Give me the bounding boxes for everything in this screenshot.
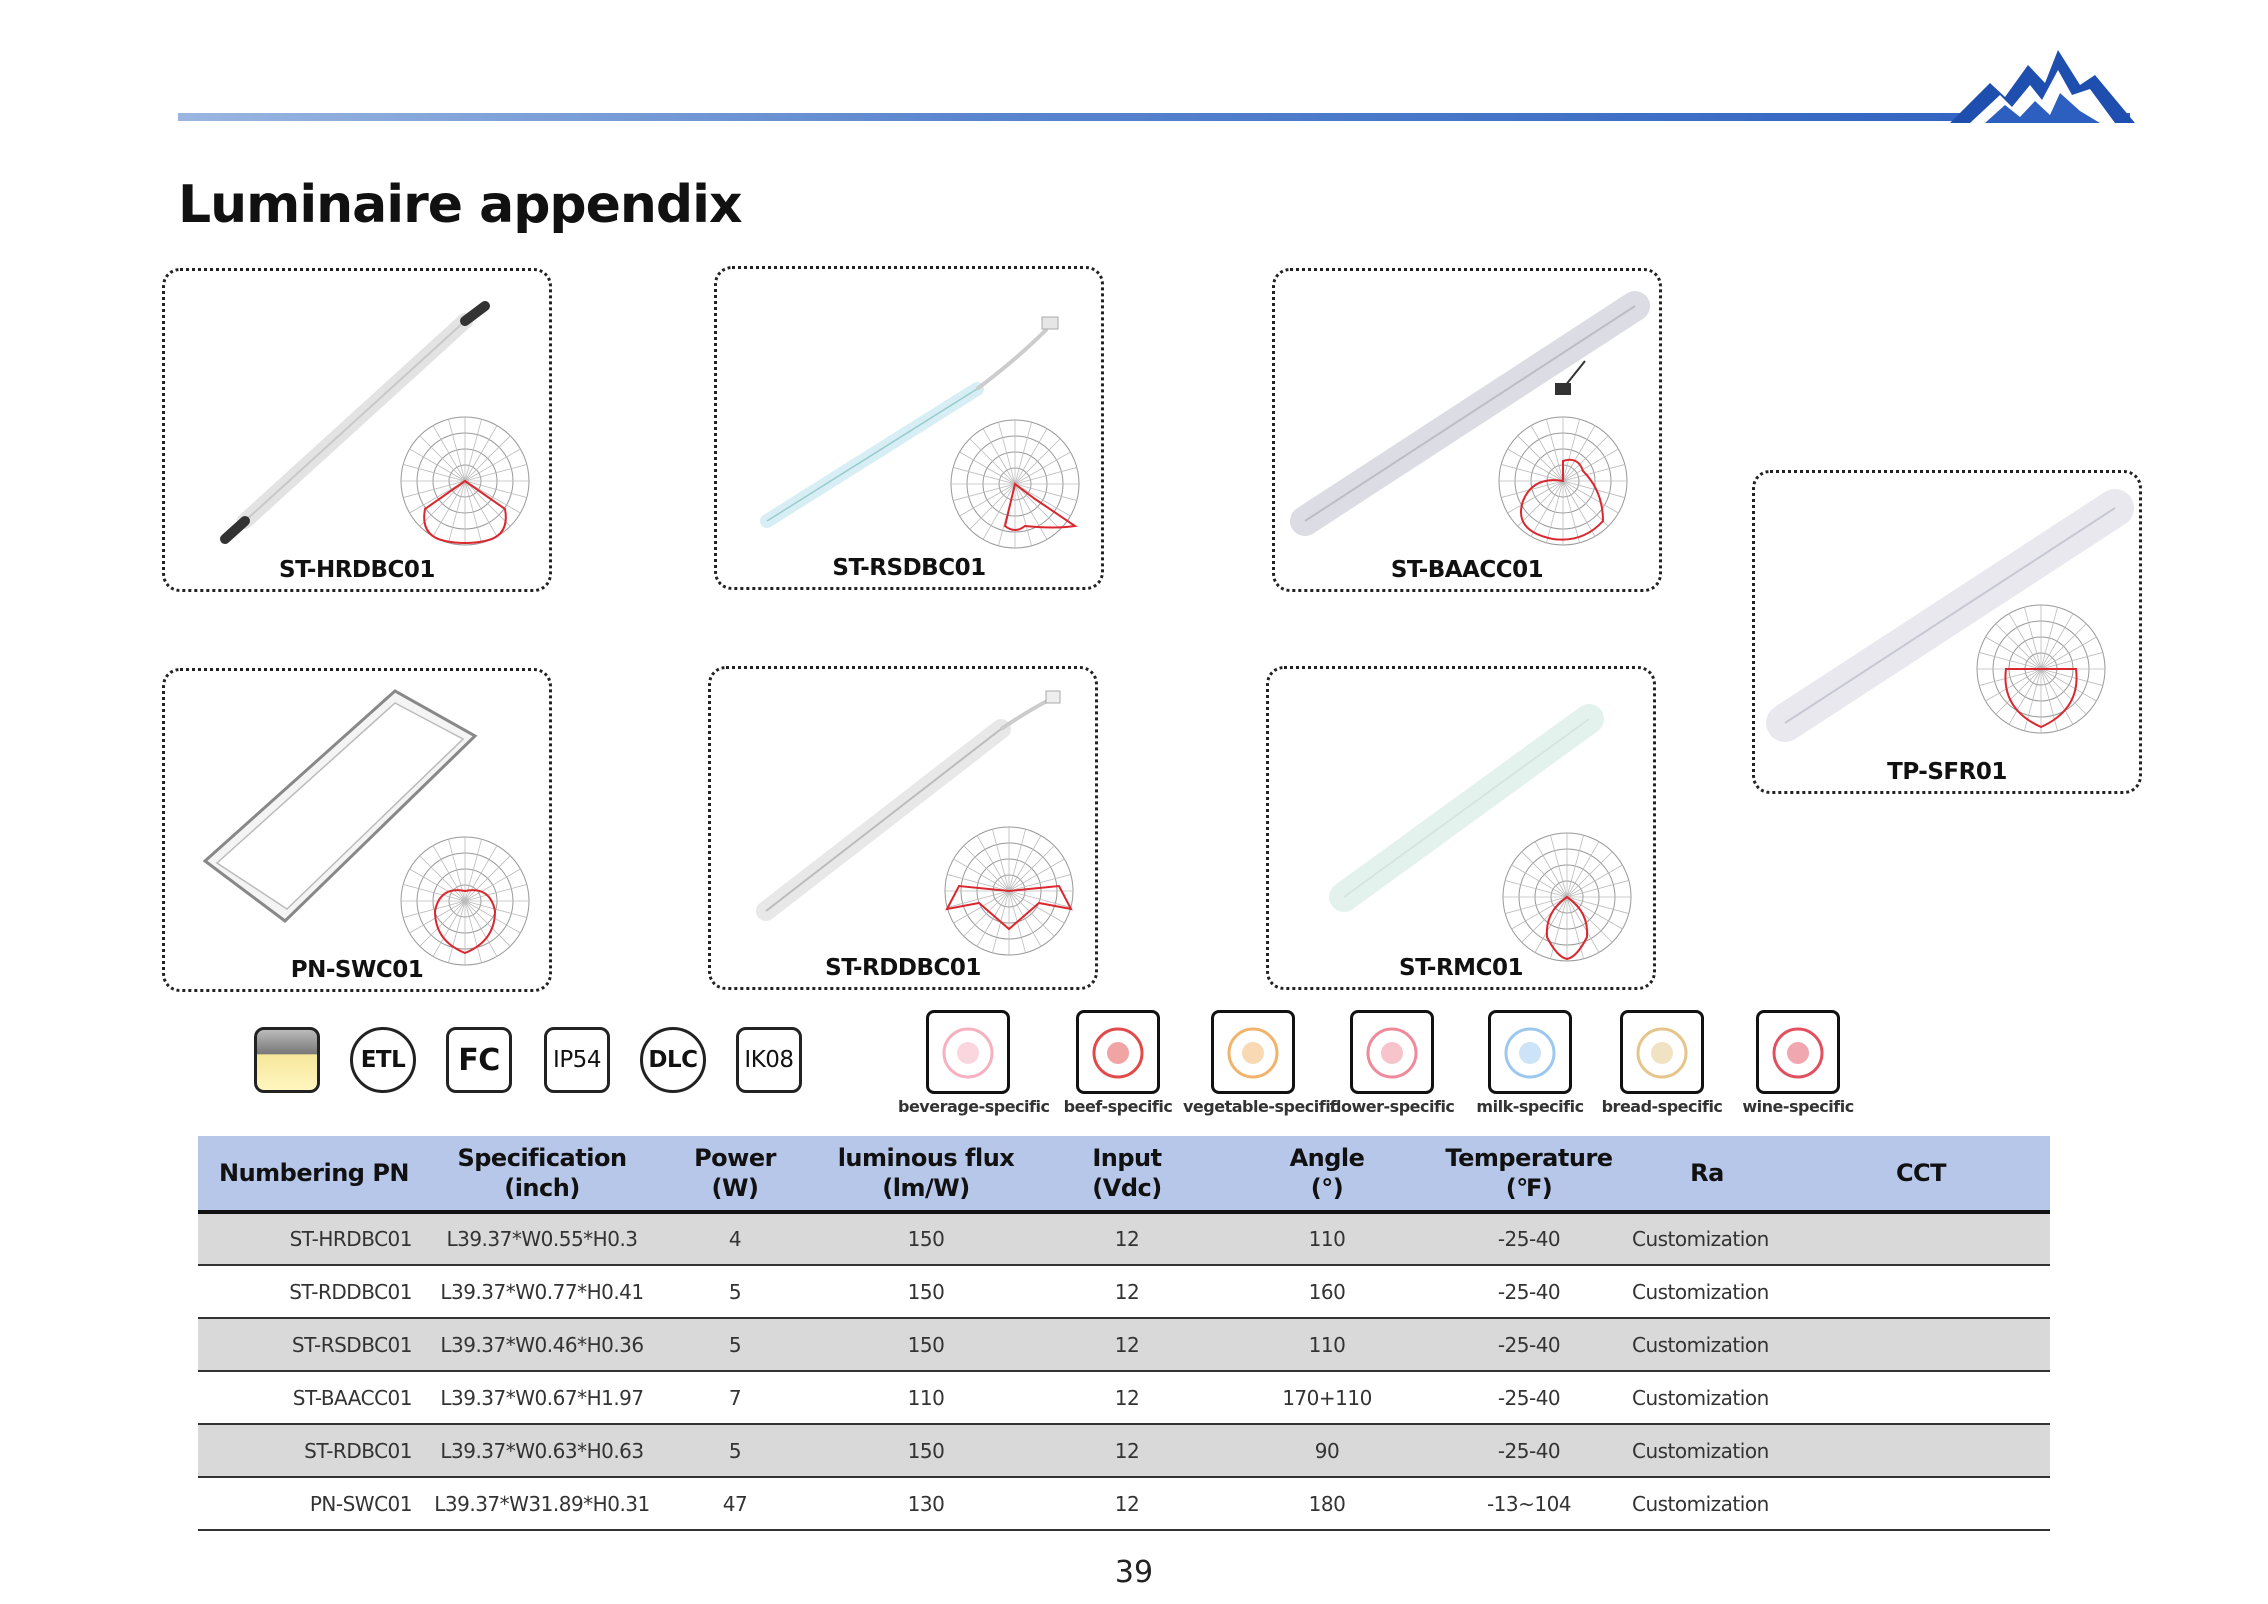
cell-spec: L39.37*W0.77*H0.41 — [430, 1265, 654, 1318]
beef-icon — [1076, 1010, 1160, 1094]
column-header-title: Power — [694, 1144, 776, 1172]
cell-power: 5 — [654, 1318, 816, 1371]
product-card — [1272, 268, 1662, 592]
cell-angle: 180 — [1218, 1477, 1436, 1530]
product-illustration — [711, 669, 1095, 987]
application-label: beef-specific — [1063, 1097, 1173, 1116]
beverage-icon — [926, 1010, 1010, 1094]
cell-temp: -25-40 — [1436, 1371, 1622, 1424]
ip54-badge — [544, 1027, 610, 1093]
application-label: wine-specific — [1742, 1097, 1854, 1116]
cell-pn: ST-RDDBC01 — [198, 1265, 430, 1318]
cell-temp: -25-40 — [1436, 1212, 1622, 1265]
cell-input: 12 — [1036, 1371, 1218, 1424]
cell-temp: -25-40 — [1436, 1424, 1622, 1477]
wine-icon — [1756, 1010, 1840, 1094]
etl-icon — [350, 1027, 416, 1093]
mountain-logo-icon — [1950, 45, 2135, 125]
table-row — [198, 1424, 2050, 1477]
cell-ra-cct: Customization — [1622, 1424, 2050, 1477]
cell-temp: -25-40 — [1436, 1265, 1622, 1318]
column-header — [654, 1136, 816, 1212]
column-header — [1436, 1136, 1622, 1212]
cell-angle: 110 — [1218, 1212, 1436, 1265]
cell-flux: 150 — [816, 1265, 1036, 1318]
product-illustration — [1269, 669, 1653, 987]
header-rule — [178, 113, 2130, 121]
column-header — [198, 1136, 430, 1212]
column-header-unit: (Vdc) — [1092, 1174, 1162, 1202]
product-card — [162, 668, 552, 992]
cell-angle: 170+110 — [1218, 1371, 1436, 1424]
product-card — [1752, 470, 2142, 794]
product-name: ST-BAACC01 — [1390, 557, 1544, 583]
column-header-title: Angle — [1289, 1144, 1365, 1172]
polar-diagram — [401, 417, 529, 545]
column-header-unit: (inch) — [504, 1174, 580, 1202]
spec-table — [198, 1136, 2050, 1531]
column-header-title: luminous flux — [837, 1144, 1015, 1172]
column-header-title: Ra — [1690, 1159, 1724, 1187]
column-header — [816, 1136, 1036, 1212]
cell-pn: PN-SWC01 — [198, 1477, 430, 1530]
vegetable-icon — [1211, 1010, 1295, 1094]
cell-input: 12 — [1036, 1212, 1218, 1265]
page-title: Luminaire appendix — [178, 175, 742, 235]
polar-diagram — [1499, 417, 1627, 545]
bread-icon — [1620, 1010, 1704, 1094]
cell-input: 12 — [1036, 1477, 1218, 1530]
application-item — [1183, 1010, 1340, 1116]
product-image — [1785, 508, 2115, 723]
cell-pn: ST-BAACC01 — [198, 1371, 430, 1424]
cell-flux: 150 — [816, 1424, 1036, 1477]
product-name: ST-RDDBC01 — [825, 955, 981, 981]
table-row — [198, 1477, 2050, 1530]
cell-ra-cct: Customization — [1622, 1318, 2050, 1371]
cell-pn: ST-RDBC01 — [198, 1424, 430, 1477]
product-name: ST-HRDBC01 — [279, 557, 435, 583]
fc-icon — [446, 1027, 512, 1093]
product-image — [766, 691, 1060, 911]
product-name: TP-SFR01 — [1887, 759, 2007, 785]
column-header-unit: (lm/W) — [882, 1174, 970, 1202]
cell-input: 12 — [1036, 1265, 1218, 1318]
product-card — [714, 266, 1104, 590]
product-card — [162, 268, 552, 592]
cell-pn: ST-RSDBC01 — [198, 1318, 430, 1371]
column-header-title: CCT — [1895, 1159, 1947, 1187]
cell-power: 47 — [654, 1477, 816, 1530]
cell-ra-cct: Customization — [1622, 1212, 2050, 1265]
dlc-icon — [640, 1027, 706, 1093]
product-image — [225, 306, 485, 539]
column-header-title: Numbering PN — [219, 1159, 409, 1187]
cell-angle: 160 — [1218, 1265, 1436, 1318]
column-header-unit: (℉) — [1505, 1174, 1553, 1202]
polar-diagram — [945, 827, 1073, 955]
application-item — [1048, 1010, 1188, 1116]
product-image — [1344, 719, 1589, 897]
product-name: PN-SWC01 — [290, 957, 424, 983]
cell-spec: L39.37*W0.63*H0.63 — [430, 1424, 654, 1477]
column-header — [1218, 1136, 1436, 1212]
column-header — [1036, 1136, 1218, 1212]
application-label: beverage-specific — [898, 1097, 1050, 1116]
table-row — [198, 1212, 2050, 1265]
table-row — [198, 1318, 2050, 1371]
application-label: vegetable-specific — [1183, 1097, 1340, 1116]
product-card — [708, 666, 1098, 990]
application-item — [1322, 1010, 1462, 1116]
product-image — [205, 691, 475, 921]
application-label: bread-specific — [1601, 1097, 1723, 1116]
product-illustration — [165, 271, 549, 589]
dlc-icon-text: DLC — [648, 1047, 698, 1073]
column-header-title: Temperature — [1445, 1144, 1613, 1172]
lighting-icon — [254, 1027, 320, 1093]
cell-spec: L39.37*W0.46*H0.36 — [430, 1318, 654, 1371]
application-item — [898, 1010, 1050, 1116]
polar-diagram — [951, 420, 1079, 548]
column-header-title: Input — [1092, 1144, 1162, 1172]
column-header — [1792, 1136, 2050, 1212]
product-illustration — [717, 269, 1101, 587]
column-header — [1622, 1136, 1792, 1212]
cell-ra-cct: Customization — [1622, 1265, 2050, 1318]
cell-spec: L39.37*W0.55*H0.3 — [430, 1212, 654, 1265]
etl-icon-text: ETL — [360, 1047, 406, 1073]
cell-power: 5 — [654, 1265, 816, 1318]
fc-icon-text: FC — [458, 1042, 500, 1078]
ik08-badge — [736, 1027, 802, 1093]
product-image — [1305, 306, 1635, 521]
application-label: flower-specific — [1329, 1097, 1455, 1116]
application-item — [1460, 1010, 1600, 1116]
column-header — [430, 1136, 654, 1212]
cell-angle: 90 — [1218, 1424, 1436, 1477]
cell-input: 12 — [1036, 1424, 1218, 1477]
cell-flux: 150 — [816, 1318, 1036, 1371]
page-number: 39 — [1114, 1555, 1154, 1590]
table-row — [198, 1371, 2050, 1424]
polar-diagram — [1977, 605, 2105, 733]
cell-temp: -13~104 — [1436, 1477, 1622, 1530]
flower-icon — [1350, 1010, 1434, 1094]
product-illustration — [1755, 473, 2139, 791]
product-illustration — [165, 671, 549, 989]
product-name: ST-RSDBC01 — [832, 555, 986, 581]
column-header-unit: (W) — [711, 1174, 759, 1202]
cell-temp: -25-40 — [1436, 1318, 1622, 1371]
application-item — [1592, 1010, 1732, 1116]
product-card — [1266, 666, 1656, 990]
cell-input: 12 — [1036, 1318, 1218, 1371]
cell-power: 4 — [654, 1212, 816, 1265]
cell-spec: L39.37*W0.67*H1.97 — [430, 1371, 654, 1424]
table-row — [198, 1265, 2050, 1318]
cell-ra-cct: Customization — [1622, 1477, 2050, 1530]
product-name: ST-RMC01 — [1399, 955, 1523, 981]
column-header-title: Specification — [457, 1144, 627, 1172]
cell-ra-cct: Customization — [1622, 1371, 2050, 1424]
application-label: milk-specific — [1476, 1097, 1584, 1116]
cell-flux: 150 — [816, 1212, 1036, 1265]
cell-spec: L39.37*W31.89*H0.31 — [430, 1477, 654, 1530]
product-illustration — [1275, 271, 1659, 589]
cell-angle: 110 — [1218, 1318, 1436, 1371]
cell-power: 5 — [654, 1424, 816, 1477]
milk-icon — [1488, 1010, 1572, 1094]
application-item — [1728, 1010, 1868, 1116]
cell-power: 7 — [654, 1371, 816, 1424]
column-header-unit: (°) — [1310, 1174, 1344, 1202]
cell-flux: 130 — [816, 1477, 1036, 1530]
cell-pn: ST-HRDBC01 — [198, 1212, 430, 1265]
cell-flux: 110 — [816, 1371, 1036, 1424]
ip54-badge-text: IP54 — [553, 1047, 601, 1073]
polar-diagram — [1503, 833, 1631, 961]
ik08-badge-text: IK08 — [744, 1047, 794, 1073]
polar-diagram — [401, 837, 529, 965]
